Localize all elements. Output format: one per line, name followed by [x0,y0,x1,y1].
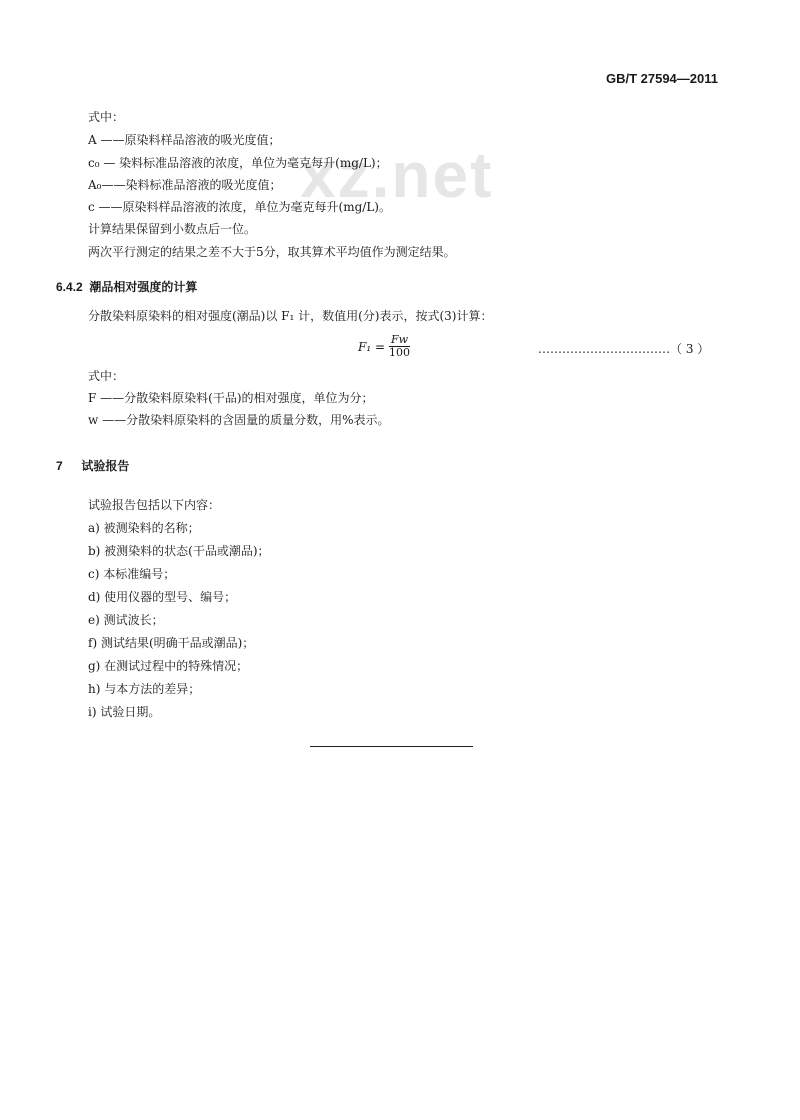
text-line: F ——分散染料原染料(干品)的相对强度，单位为分； [88,391,374,405]
end-rule [310,746,473,747]
section-heading-6-4-2 [56,278,197,295]
text-line: A ——原染料样品溶液的吸光度值； [88,133,281,147]
section-number: 7 [56,459,63,473]
equation-number: ……………………………（ 3 ） [538,342,710,356]
text-line: c₀ — 染料标准品溶液的浓度，单位为毫克每升(mg/L)； [88,156,388,170]
formula-numerator: Fw [391,333,409,346]
list-item: a) 被测染料的名称； [88,521,200,535]
section-heading-7 [56,457,129,474]
section-title: 试验报告 [81,459,130,473]
text-line: 两次平行测定的结果之差不大于5分，取其算术平均值作为测定结果。 [88,245,456,259]
text-line: w ——分散染料原染料的含固量的质量分数，用%表示。 [88,413,390,427]
formula-fraction [389,334,410,359]
list-item: d) 使用仪器的型号、编号； [88,590,237,604]
section-title: 潮品相对强度的计算 [89,280,198,294]
text-line: 计算结果保留到小数点后一位。 [88,222,257,236]
list-item: f) 测试结果(明确干品或潮品)； [88,636,255,650]
section-intro: 试验报告包括以下内容： [88,498,221,512]
text-line: 式中： [88,369,125,383]
standard-number: GB/T 27594—2011 [605,71,718,86]
section-number: 6.4.2 [56,280,83,294]
list-item: b) 被测染料的状态(干品或潮品)； [88,544,270,558]
section-body: 分散染料原染料的相对强度(潮品)以 F₁ 计，数值用(分)表示，按式(3)计算： [88,309,493,323]
text-line: 式中： [88,110,125,124]
watermark: xz.net [300,139,494,211]
text-line: c ——原染料样品溶液的浓度，单位为毫克每升(mg/L)。 [88,200,391,214]
formula-lhs: F₁ = [358,339,386,354]
text-line: A₀——染料标准品溶液的吸光度值； [88,178,282,192]
list-item: e) 测试波长； [88,613,164,627]
list-item: g) 在测试过程中的特殊情况； [88,659,249,673]
formula-denominator: 100 [389,346,411,359]
list-item: c) 本标准编号； [88,567,176,581]
list-item: i) 试验日期。 [88,705,161,719]
list-item: h) 与本方法的差异； [88,682,201,696]
formula-3 [358,334,410,359]
